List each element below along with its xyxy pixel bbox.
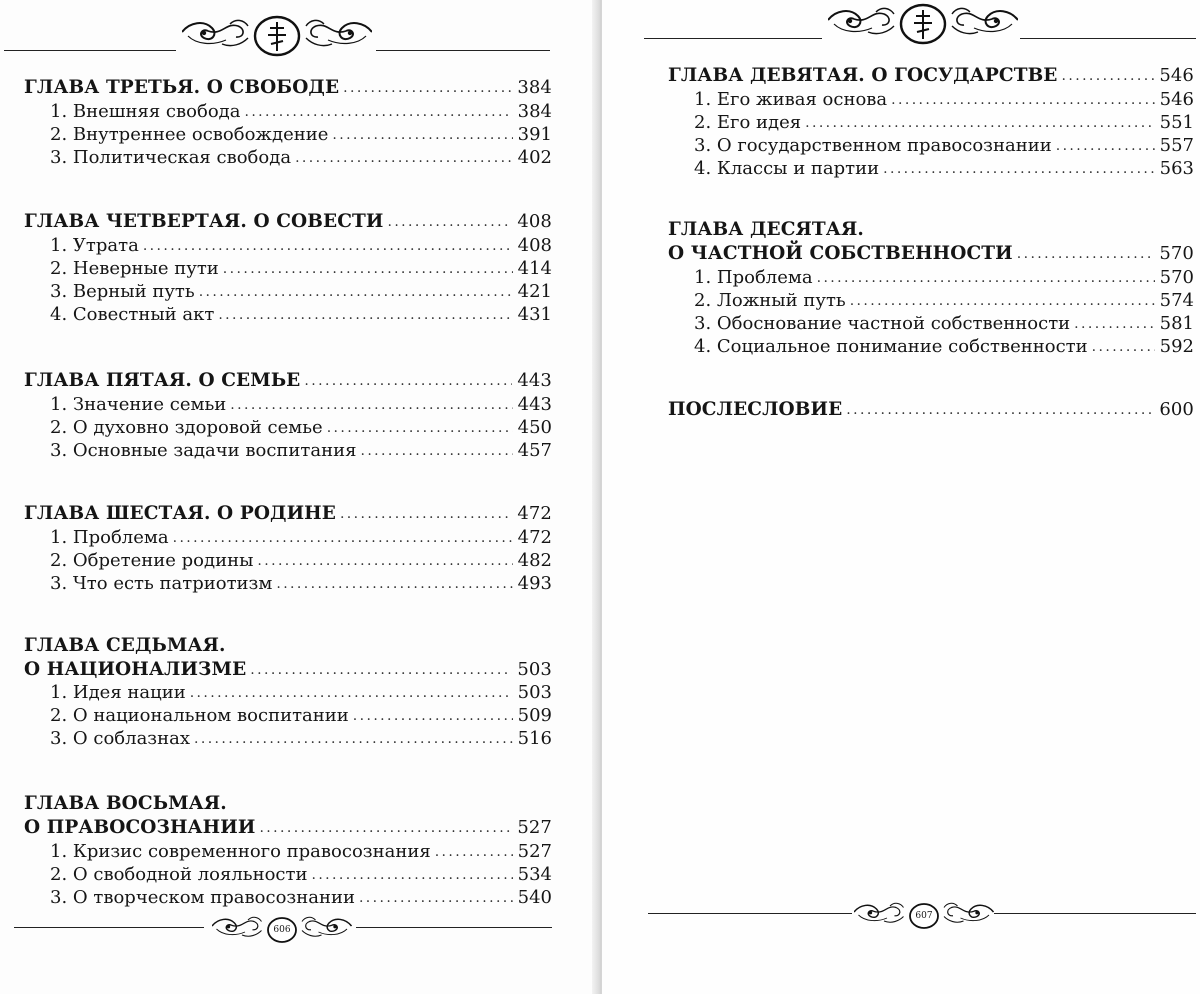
toc-section-entry [668, 155, 1194, 179]
toc-entry-title: 1. Кризис современного правосознания [50, 841, 431, 862]
toc-entry-title: ГЛАВА СЕДЬМАЯ. [24, 635, 226, 656]
dot-leader [846, 400, 1154, 420]
dot-leader [257, 551, 512, 571]
toc-entry-title: 3. Обоснование частной собственности [694, 313, 1071, 334]
toc-page-number: 534 [517, 864, 552, 885]
toc-page-number: 384 [517, 77, 552, 98]
toc-section-entry [668, 86, 1194, 110]
dot-leader [304, 371, 512, 391]
toc-page-number: 546 [1159, 65, 1194, 86]
dot-leader [340, 504, 512, 524]
toc-page-number: 443 [517, 370, 552, 391]
toc-entry-title: 1. Его живая основа [694, 89, 888, 110]
toc-section-entry [668, 109, 1194, 133]
toc-entry-title: 2. Ложный путь [694, 290, 846, 311]
toc-section-entry [668, 287, 1194, 311]
dot-leader [1017, 244, 1155, 264]
toc-page-number: 540 [517, 887, 552, 908]
top-rule-left [644, 38, 822, 39]
toc-page-number: 503 [517, 659, 552, 680]
dot-leader [850, 291, 1155, 311]
toc-entry-title: О НАЦИОНАЛИЗМЕ [24, 659, 247, 680]
toc-page-number: 408 [517, 211, 552, 232]
toc-section-entry [24, 301, 552, 325]
toc-page-number: 581 [1159, 313, 1194, 334]
toc-page-number: 457 [517, 440, 552, 461]
toc-page-number: 493 [517, 573, 552, 594]
toc-entry-title: 2. Обретение родины [50, 550, 254, 571]
toc-chapter-entry [24, 74, 552, 98]
toc-section-entry [24, 255, 552, 279]
toc-page-number: 527 [517, 817, 552, 838]
dot-leader [817, 268, 1155, 288]
dot-leader [223, 259, 513, 279]
dot-leader [343, 78, 512, 98]
dot-leader [387, 212, 512, 232]
bottom-rule-left [14, 927, 204, 928]
dot-leader [218, 305, 512, 325]
toc-entry-title: ГЛАВА ДЕВЯТАЯ. О ГОСУДАРСТВЕ [668, 65, 1058, 86]
toc-page-number: 472 [517, 527, 552, 548]
toc-section-entry [668, 310, 1194, 334]
toc-chapter-heading [24, 790, 552, 814]
dot-leader [259, 818, 512, 838]
toc-entry-title: ГЛАВА ТРЕТЬЯ. О СВОБОДЕ [24, 77, 340, 98]
toc-page-number: 443 [517, 394, 552, 415]
toc-page-number: 402 [517, 147, 552, 168]
toc-section-entry [24, 547, 552, 571]
toc-chapter-heading [668, 216, 1194, 240]
toc-section-entry [24, 437, 552, 461]
dot-leader [327, 418, 513, 438]
toc-entry-title: 2. Неверные пути [50, 258, 219, 279]
bottom-rule-right [356, 927, 552, 928]
toc-chapter-entry [24, 814, 552, 838]
dot-leader [276, 574, 512, 594]
toc-chapter-entry [24, 656, 552, 680]
toc-page-number: 592 [1159, 336, 1194, 357]
toc-entry-title: ГЛАВА ЧЕТВЕРТАЯ. О СОВЕСТИ [24, 211, 384, 232]
top-rule-right [376, 50, 550, 51]
dot-leader [883, 159, 1155, 179]
toc-entry-title: 4. Классы и партии [694, 158, 880, 179]
top-rule-left [4, 50, 176, 51]
toc-section-entry [668, 333, 1194, 357]
toc-page-number: 450 [517, 417, 552, 438]
toc-page-number: 503 [517, 682, 552, 703]
toc-page-number: 421 [517, 281, 552, 302]
toc-entry-title: 3. О соблазнах [50, 728, 190, 749]
dot-leader [190, 683, 513, 703]
toc-section-entry [668, 264, 1194, 288]
toc-page-number: 546 [1159, 89, 1194, 110]
toc-entry-title: 3. Политическая свобода [50, 147, 292, 168]
toc-entry-title: 2. О национальном воспитании [50, 705, 349, 726]
toc-entry-title: ГЛАВА ПЯТАЯ. О СЕМЬЕ [24, 370, 301, 391]
toc-entry-title: 3. Верный путь [50, 281, 195, 302]
toc-entry-title: 3. О творческом правосознании [50, 887, 355, 908]
toc-entry-title: ГЛАВА ШЕСТАЯ. О РОДИНЕ [24, 503, 336, 524]
toc-page-number: 384 [517, 101, 552, 122]
toc-section-entry [24, 121, 552, 145]
toc-entry-title: 1. Проблема [50, 527, 169, 548]
page-number: 607 [915, 911, 933, 921]
toc-entry-title: 3. Что есть патриотизм [50, 573, 273, 594]
toc-entry-title: 2. О свободной лояльности [50, 864, 308, 885]
top-rule-right [1020, 38, 1196, 39]
toc-entry-title: 2. Внутреннее освобождение [50, 124, 329, 145]
dot-leader [244, 102, 512, 122]
toc-entry-title: 1. Идея нации [50, 682, 186, 703]
toc-page-number: 600 [1159, 399, 1194, 420]
dot-leader [353, 706, 513, 726]
dot-leader [435, 842, 513, 862]
toc-page-number: 557 [1159, 135, 1194, 156]
left-page [0, 0, 598, 994]
toc-page-number: 563 [1159, 158, 1194, 179]
dot-leader [173, 528, 513, 548]
toc-section-entry [24, 232, 552, 256]
dot-leader [230, 395, 512, 415]
toc-entry-title: О ЧАСТНОЙ СОБСТВЕННОСТИ [668, 243, 1013, 264]
toc-page-number: 509 [517, 705, 552, 726]
toc-section-entry [24, 144, 552, 168]
toc-entry-title: ПОСЛЕСЛОВИЕ [668, 399, 843, 420]
toc-section-entry [24, 884, 552, 908]
toc-section-entry [24, 570, 552, 594]
toc-page-number: 516 [517, 728, 552, 749]
dot-leader [295, 148, 513, 168]
dot-leader [332, 125, 512, 145]
toc-page-number: 408 [517, 235, 552, 256]
right-page [602, 0, 1200, 994]
toc-section-entry [24, 702, 552, 726]
toc-chapter-entry [24, 500, 552, 524]
toc-entry-title: 4. Совестный акт [50, 304, 215, 325]
toc-page-number: 574 [1159, 290, 1194, 311]
toc-section-entry [24, 278, 552, 302]
dot-leader [250, 660, 512, 680]
toc-page-number: 551 [1159, 112, 1194, 133]
toc-section-entry [24, 838, 552, 862]
toc-entry-title: ГЛАВА ВОСЬМАЯ. [24, 793, 227, 814]
toc-entry-title: О ПРАВОСОЗНАНИИ [24, 817, 256, 838]
toc-chapter-entry [668, 396, 1194, 420]
toc-page-number: 391 [517, 124, 552, 145]
dot-leader [891, 90, 1155, 110]
toc-entry-title: 1. Внешняя свобода [50, 101, 241, 122]
toc-section-entry [24, 524, 552, 548]
toc-chapter-entry [668, 62, 1194, 86]
dot-leader [199, 282, 513, 302]
dot-leader [805, 113, 1155, 133]
toc-page-number: 414 [517, 258, 552, 279]
toc-entry-title: 2. О духовно здоровой семье [50, 417, 323, 438]
toc-entry-title: 1. Значение семьи [50, 394, 227, 415]
toc-page-number: 570 [1159, 267, 1194, 288]
cross-ornament-icon [182, 14, 372, 58]
toc-chapter-entry [668, 240, 1194, 264]
toc-entry-title: 1. Утрата [50, 235, 139, 256]
toc-section-entry [24, 391, 552, 415]
bottom-rule-right [994, 913, 1196, 914]
toc-section-entry [24, 98, 552, 122]
toc-section-entry [24, 861, 552, 885]
toc-chapter-heading [24, 632, 552, 656]
toc-page-number: 527 [517, 841, 552, 862]
bottom-rule-left [648, 913, 852, 914]
dot-leader [1092, 337, 1155, 357]
dot-leader [359, 888, 513, 908]
toc-entry-title: 4. Социальное понимание собственности [694, 336, 1088, 357]
toc-entry-title: 1. Проблема [694, 267, 813, 288]
toc-chapter-entry [24, 367, 552, 391]
page-number: 606 [273, 925, 291, 935]
toc-page-number: 570 [1159, 243, 1194, 264]
toc-section-entry [24, 414, 552, 438]
toc-section-entry [24, 725, 552, 749]
toc-page-number: 431 [517, 304, 552, 325]
toc-entry-title: 3. Основные задачи воспитания [50, 440, 357, 461]
toc-entry-title: 3. О государственном правосознании [694, 135, 1052, 156]
dot-leader [311, 865, 512, 885]
toc-section-entry [24, 679, 552, 703]
dot-leader [143, 236, 513, 256]
dot-leader [194, 729, 513, 749]
cross-ornament-icon [828, 2, 1018, 46]
dot-leader [1056, 136, 1155, 156]
toc-page-number: 482 [517, 550, 552, 571]
toc-chapter-entry [24, 208, 552, 232]
toc-section-entry [668, 132, 1194, 156]
toc-entry-title: 2. Его идея [694, 112, 802, 133]
dot-leader [1062, 66, 1155, 86]
dot-leader [1074, 314, 1154, 334]
toc-page-number: 472 [517, 503, 552, 524]
toc-entry-title: ГЛАВА ДЕСЯТАЯ. [668, 219, 864, 240]
dot-leader [360, 441, 512, 461]
